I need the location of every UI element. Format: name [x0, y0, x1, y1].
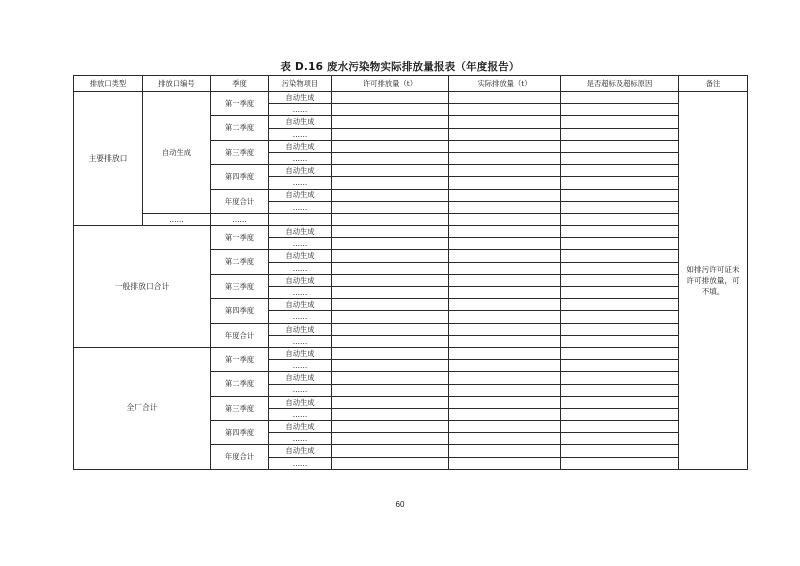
actual-cell [449, 92, 561, 104]
more-outlets: …… [143, 213, 211, 225]
quarter-cell: 第一季度 [211, 347, 269, 371]
pollutant-cell: …… [269, 384, 332, 396]
table-title: 表 D.16 废水污染物实际排放量报表（年度报告） [280, 61, 520, 73]
quarter-cell: 年度合计 [211, 323, 269, 347]
pollutant-cell: …… [269, 152, 332, 164]
pollutant-cell: …… [269, 128, 332, 140]
pollutant-cell: 自动生成 [269, 445, 332, 457]
quarter-cell: 第二季度 [211, 250, 269, 274]
pollutant-cell: …… [269, 311, 332, 323]
quarter-cell: 第三季度 [211, 274, 269, 298]
outlet-type-main: 主要排放口 [74, 92, 143, 226]
quarter-cell: 年度合计 [211, 445, 269, 469]
pollutant-cell: 自动生成 [269, 396, 332, 408]
table-row [74, 226, 748, 238]
outlet-id: 自动生成 [143, 92, 211, 214]
table-row [74, 347, 748, 359]
col-actual: 实际排放量（t） [449, 76, 561, 92]
table-row [74, 92, 748, 104]
pollutant-cell: …… [269, 335, 332, 347]
quarter-cell: 第四季度 [211, 421, 269, 445]
pollutant-cell: …… [269, 262, 332, 274]
outlet-type-plant: 全厂合计 [74, 347, 211, 469]
outlet-type-general: 一般排放口合计 [74, 226, 211, 348]
quarter-cell: 年度合计 [211, 189, 269, 213]
pollutant-cell: 自动生成 [269, 347, 332, 359]
pollutant-cell: 自动生成 [269, 92, 332, 104]
pollutant-cell: 自动生成 [269, 226, 332, 238]
quarter-cell: 第一季度 [211, 226, 269, 250]
col-outlet-id: 排放口编号 [143, 76, 211, 92]
quarter-cell: 第三季度 [211, 396, 269, 420]
quarter-cell: 第二季度 [211, 116, 269, 140]
pollutant-cell: …… [269, 104, 332, 116]
pollutant-cell: 自动生成 [269, 116, 332, 128]
col-pollutant: 污染物项目 [269, 76, 332, 92]
pollutant-cell: 自动生成 [269, 299, 332, 311]
pollutant-cell: 自动生成 [269, 323, 332, 335]
pollutant-cell: …… [269, 201, 332, 213]
pollutant-cell: …… [269, 287, 332, 299]
pollutant-cell: 自动生成 [269, 372, 332, 384]
pollutant-cell: …… [269, 433, 332, 445]
pollutant-cell: 自动生成 [269, 421, 332, 433]
col-exceed: 是否超标及超标原因 [561, 76, 679, 92]
col-outlet-type: 排放口类型 [74, 76, 143, 92]
pollutant-cell: 自动生成 [269, 274, 332, 286]
col-permitted: 许可排放量（t） [332, 76, 449, 92]
emissions-table [73, 75, 748, 470]
col-quarter: 季度 [211, 76, 269, 92]
pollutant-cell: …… [269, 457, 332, 469]
header-row [74, 76, 748, 92]
pollutant-cell: 自动生成 [269, 189, 332, 201]
pollutant-cell: 自动生成 [269, 250, 332, 262]
quarter-cell: 第一季度 [211, 92, 269, 116]
pollutant-cell: …… [269, 408, 332, 420]
permitted-cell [332, 92, 449, 104]
table-row [74, 213, 748, 225]
pollutant-cell: …… [269, 177, 332, 189]
remark-note: 如排污许可证未许可排放量，可不填。 [679, 92, 748, 470]
quarter-cell: 第二季度 [211, 372, 269, 396]
quarter-cell: 第三季度 [211, 140, 269, 164]
exceed-cell [561, 92, 679, 104]
col-remark: 备注 [679, 76, 748, 92]
pollutant-cell: 自动生成 [269, 165, 332, 177]
quarter-cell: 第四季度 [211, 299, 269, 323]
pollutant-cell: …… [269, 360, 332, 372]
pollutant-cell: 自动生成 [269, 140, 332, 152]
pollutant-cell: …… [269, 238, 332, 250]
more-quarters: …… [211, 213, 269, 225]
page-number: 60 [395, 500, 405, 509]
quarter-cell: 第四季度 [211, 165, 269, 189]
